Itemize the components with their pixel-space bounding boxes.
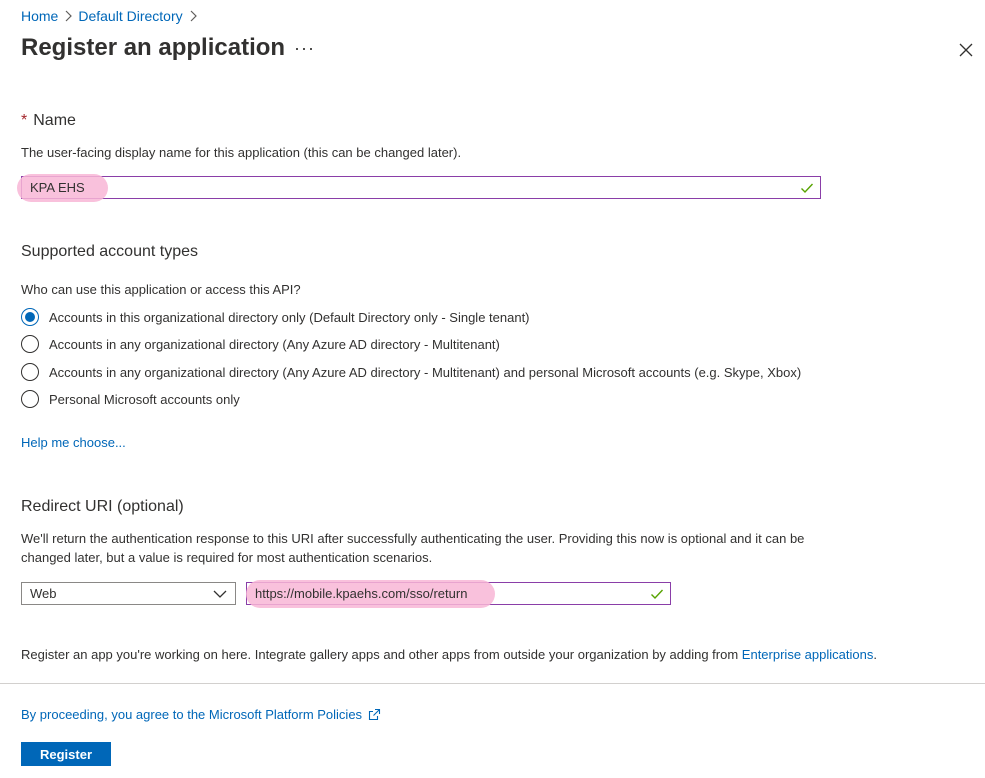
redirect-uri-value: https://mobile.kpaehs.com/sso/return [255,586,468,601]
required-mark: * [21,112,28,129]
radio-label: Personal Microsoft accounts only [49,391,240,407]
name-input-value: KPA EHS [30,180,85,195]
redirect-description-line1: We'll return the authentication response to this URI after successfully authenticating the user. Providing this now is optional and it can be [21,531,805,546]
chevron-right-icon [189,10,197,22]
policy-row [21,707,381,722]
more-options-button[interactable]: ··· [294,38,315,58]
enterprise-applications-link[interactable]: Enterprise applications [741,647,874,662]
page-title: Register an application [21,34,286,61]
radio-label: Accounts in any organizational directory (Any Azure AD directory - Multitenant) [49,336,500,352]
checkmark-icon [650,587,664,601]
radio-label: Accounts in this organizational directory only (Default Directory only - Single tenant) [49,309,530,325]
platform-select-value: Web [30,586,57,601]
register-note: Register an app you're working on here. Integrate gallery apps and other apps from outside your organization by adding from Enterprise applications. [21,647,877,662]
radio-option-multitenant[interactable] [21,335,500,353]
radio-button[interactable] [21,363,39,381]
name-description: The user-facing display name for this application (this can be changed later). [21,145,462,160]
chevron-down-icon [213,588,227,600]
radio-label: Accounts in any organizational directory (Any Azure AD directory - Multitenant) and personal Microsoft accounts (e.g. Skype, Xbox) [49,364,802,380]
radio-option-personal[interactable] [21,390,240,408]
help-me-choose-link[interactable]: Help me choose... [21,435,126,450]
platform-policies-link[interactable]: By proceeding, you agree to the Microsoft Platform Policies [21,707,363,722]
name-input[interactable] [21,176,821,199]
redirect-uri-label: Redirect URI (optional) [21,498,184,515]
redirect-description-line2: changed later, but a value is required for most authentication scenarios. [21,550,433,565]
account-types-label: Supported account types [21,243,199,260]
external-link-icon [368,708,381,721]
close-button[interactable] [956,40,976,60]
checkmark-icon [800,181,814,195]
breadcrumb [21,8,203,24]
chevron-right-icon [64,10,72,22]
breadcrumb-directory-link[interactable]: Default Directory [78,8,183,24]
name-label: * Name [21,112,76,129]
breadcrumb-home-link[interactable]: Home [21,8,59,24]
radio-button[interactable] [21,335,39,353]
close-icon [959,43,973,57]
register-button[interactable]: Register [21,742,111,766]
radio-option-multitenant-personal[interactable] [21,363,801,381]
radio-option-single-tenant[interactable] [21,308,530,326]
account-types-question: Who can use this application or access this API? [21,282,301,297]
platform-select[interactable] [21,582,236,605]
divider [0,683,985,684]
radio-button-selected[interactable] [21,308,39,326]
radio-button[interactable] [21,390,39,408]
